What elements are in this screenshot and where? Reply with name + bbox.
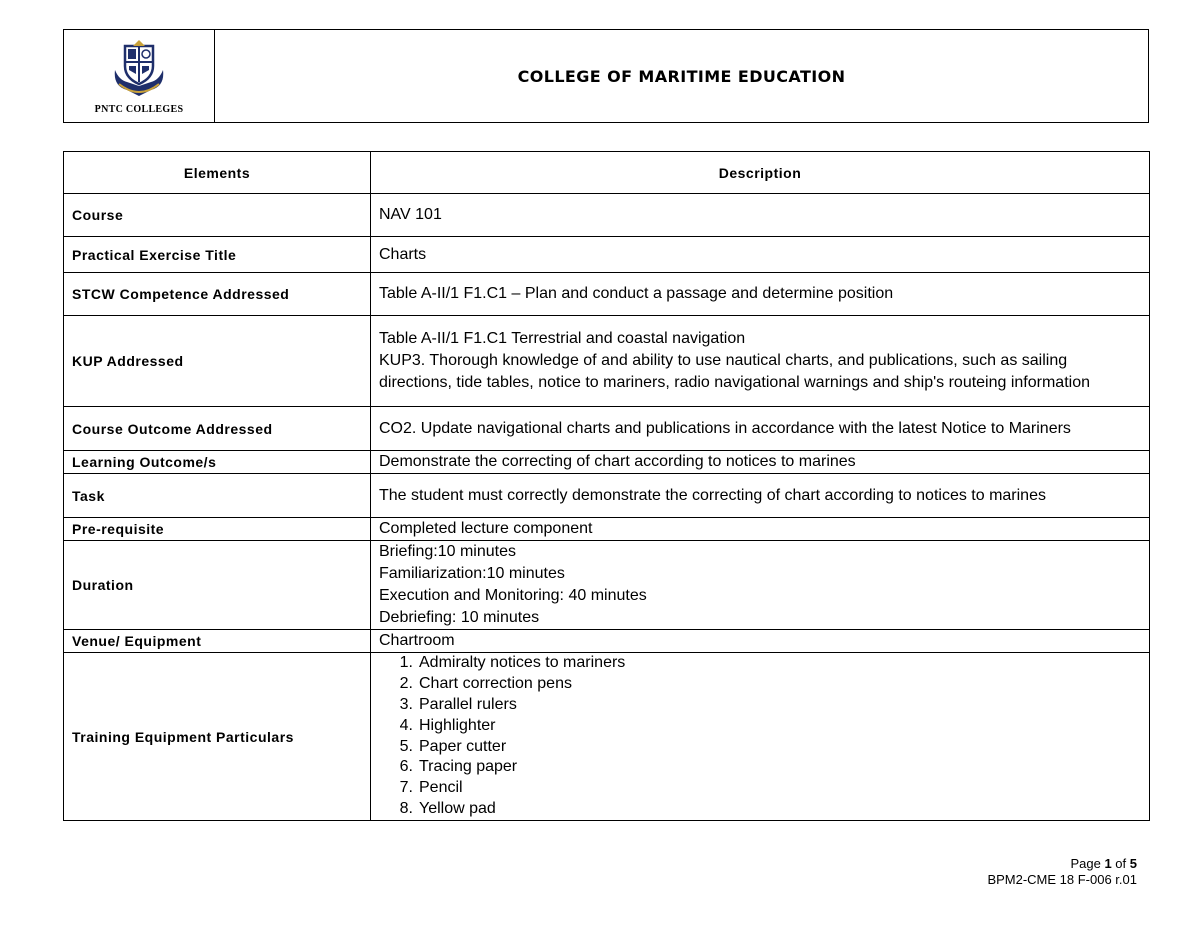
equipment-list-item: 4. Highlighter xyxy=(399,716,496,734)
table-row xyxy=(64,316,1150,407)
table-row xyxy=(64,653,1150,821)
row-value-learning: Demonstrate the correcting of chart according to notices to marines xyxy=(371,451,1150,474)
duration-item: Familiarization:10 minutes xyxy=(379,565,565,582)
equipment-list-item: 5. Paper cutter xyxy=(399,737,507,755)
row-value-kup xyxy=(371,316,1150,407)
page-number: Page 1 of 5 xyxy=(1070,856,1137,871)
logo-cell xyxy=(64,30,215,123)
table-row xyxy=(64,474,1150,518)
row-value-course: NAV 101 xyxy=(371,194,1150,237)
table-row xyxy=(64,194,1150,237)
column-header-description: Description xyxy=(371,152,1150,194)
page-title: COLLEGE OF MARITIME EDUCATION xyxy=(215,30,1149,123)
duration-item: Briefing:10 minutes xyxy=(379,543,516,560)
table-row xyxy=(64,451,1150,474)
table-row xyxy=(64,407,1150,451)
row-label-task: Task xyxy=(64,474,371,518)
row-value-prereq: Completed lecture component xyxy=(371,518,1150,541)
equipment-list-item: 7. Pencil xyxy=(399,779,463,797)
table-row xyxy=(64,630,1150,653)
kup-line-2: KUP3. Thorough knowledge of and ability to use nautical charts, and publications, such as sailing directions, tide tables, notice to mariners, radio navigational warnings and ship's routeing information xyxy=(379,352,1090,391)
row-label-kup: KUP Addressed xyxy=(64,316,371,407)
row-label-title: Practical Exercise Title xyxy=(64,237,371,273)
kup-line-1: Table A-II/1 F1.C1 Terrestrial and coastal navigation xyxy=(379,330,746,347)
row-value-equipment xyxy=(371,653,1150,821)
table-header-row xyxy=(64,152,1150,194)
table-row xyxy=(64,237,1150,273)
row-value-stcw: Table A-II/1 F1.C1 – Plan and conduct a passage and determine position xyxy=(371,273,1150,316)
table-row xyxy=(64,273,1150,316)
duration-item: Debriefing: 10 minutes xyxy=(379,609,540,626)
equipment-list-item: 1. Admiralty notices to mariners xyxy=(399,654,626,672)
table-row xyxy=(64,518,1150,541)
row-label-venue: Venue/ Equipment xyxy=(64,630,371,653)
row-label-stcw: STCW Competence Addressed xyxy=(64,273,371,316)
row-label-duration: Duration xyxy=(64,541,371,630)
equipment-list-item: 3. Parallel rulers xyxy=(399,695,517,713)
column-header-elements: Elements xyxy=(64,152,371,194)
row-label-prereq: Pre-requisite xyxy=(64,518,371,541)
college-seal-icon xyxy=(109,40,169,102)
exercise-table xyxy=(63,151,1150,821)
equipment-list-item: 6. Tracing paper xyxy=(399,758,518,776)
table-row xyxy=(64,541,1150,630)
row-label-course-outcome: Course Outcome Addressed xyxy=(64,407,371,451)
equipment-list-item: 8. Yellow pad xyxy=(399,799,496,817)
document-code: BPM2-CME 18 F-006 r.01 xyxy=(987,872,1137,887)
document-header xyxy=(63,29,1149,123)
equipment-list-item: 2. Chart correction pens xyxy=(399,675,572,693)
row-value-task: The student must correctly demonstrate the correcting of chart according to notices to marines xyxy=(371,474,1150,518)
row-value-course-outcome: CO2. Update navigational charts and publications in accordance with the latest Notice to Mariners xyxy=(371,407,1150,451)
row-label-learning: Learning Outcome/s xyxy=(64,451,371,474)
row-value-duration xyxy=(371,541,1150,630)
row-value-title: Charts xyxy=(371,237,1150,273)
row-value-venue: Chartroom xyxy=(371,630,1150,653)
row-label-equipment: Training Equipment Particulars xyxy=(64,653,371,821)
logo-text: PNTC COLLEGES xyxy=(94,104,184,115)
row-label-course: Course xyxy=(64,194,371,237)
duration-item: Execution and Monitoring: 40 minutes xyxy=(379,587,647,604)
page-footer xyxy=(987,856,1137,888)
